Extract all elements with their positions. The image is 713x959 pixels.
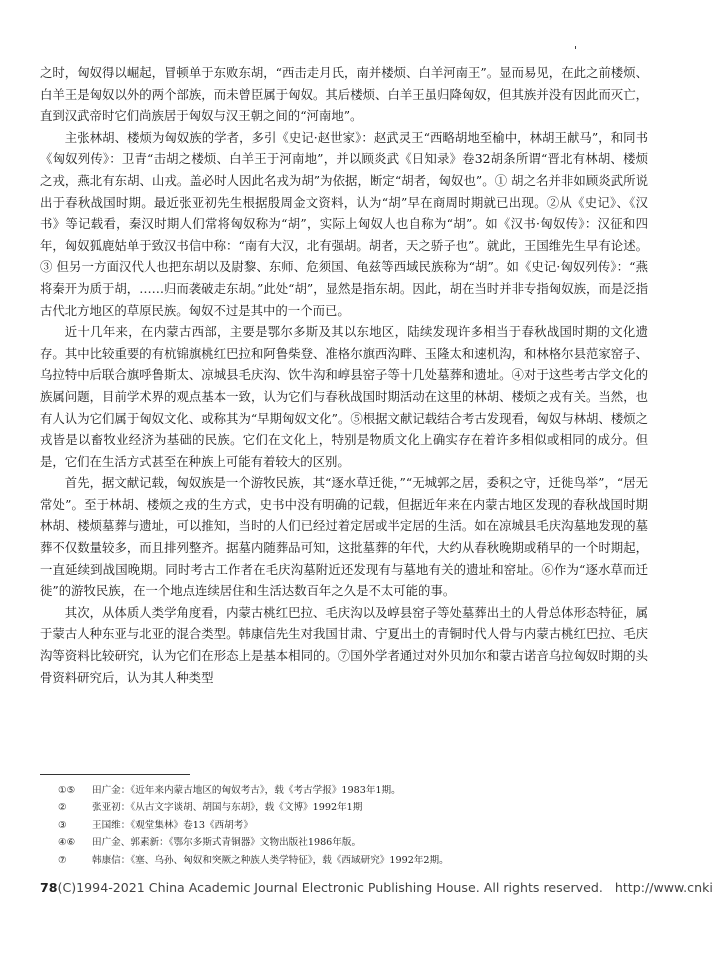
page-number: 78: [40, 880, 58, 895]
footnote-mark: ①⑤: [58, 785, 76, 796]
page-footer: [40, 880, 713, 895]
paragraph: 之时，匈奴得以崛起，冒顿单于东败东胡，“西击走月氏，南并楼烦、白羊河南王”。显而易见，在此之前楼烦、白羊王是匈奴以外的两个部族，而未曾臣属于匈奴。其后楼烦、白羊王虽归降匈奴，但其族并没有因此而灭亡，直到汉武帝时它们尚族居于匈奴与汉王朝之间的“河南地”。: [40, 65, 648, 124]
footnote: [58, 782, 648, 799]
footnote-text: 田广金：《近年来内蒙古地区的匈奴考古》，载《考古学报》1983年1期。: [92, 785, 401, 796]
footnote-text: 张亚初：《从古文字谈胡、胡国与东胡》，载《文博》1992年1期: [92, 802, 363, 814]
footnote: [58, 817, 648, 834]
footnotes: [58, 782, 648, 869]
footnote-text: 田广金、郭素新：《鄂尔多斯式青铜器》文物出版社1986年版。: [92, 837, 362, 849]
copyright-notice: (C)1994-2021 China Academic Journal Electronic Publishing House. All rights reserved.: [57, 880, 603, 895]
footnote-mark: ②: [58, 802, 67, 814]
footnote: [58, 799, 648, 816]
body-text: [40, 62, 648, 688]
paragraph: 其次，从体质人类学角度看，内蒙古桃红巴拉、毛庆沟以及崞县窑子等处墓葬出土的人骨总体形态特征，属于蒙古人种东亚与北亚的混合类型。韩康信先生对我国甘肃、宁夏出土的青铜时代人骨与内蒙古桃红巴拉、毛庆沟等资料比较研究，认为它们在形态上是基本相同的。⑦国外学者通过对外贝加尔和蒙古诺音乌拉匈奴时期的头骨资料研究后，认为其人种类型: [40, 604, 648, 685]
footer-url[interactable]: http://www.cnki: [614, 880, 713, 895]
paragraph: 近十几年来，在内蒙古西部，主要是鄂尔多斯及其以东地区，陆续发现许多相当于春秋战国时期的文化遗存。其中比较重要的有杭锦旗桃红巴拉和阿鲁柴登、准格尔旗西沟畔、玉隆太和速机沟，和林格尔县范家窑子、乌拉特中后联合旗呼鲁斯太、凉城县毛庆沟、饮牛沟和崞县窑子等十几处墓葬和遗址。④对于这些考古学文化的族属问题，目前学术界的观点基本一致，认为它们与春秋战国时期活动在这里的林胡、楼烦之戎有关。当然，也有人认为它们属于匈奴文化、或称其为“早期匈奴文化”。⑤根据文献记载结合考古发现看，匈奴与林胡、楼烦之戎皆是以畜牧业经济为基础的民族。它们在文化上，特别是物质文化上确实存在着许多相似或相同的成分。但是，它们在生活方式甚至在种族上可能有着较大的区别。: [40, 324, 648, 469]
paragraph: 主张林胡、楼烦为匈奴族的学者，多引《史记·赵世家》：赵武灵王“西略胡地至榆中，林胡王献马”，和同书《匈奴列传》：卫青“击胡之楼烦、白羊王于河南地”，并以顾炎武《日知录》卷32胡条所谓“晋北有林胡、楼烦之戎，燕北有东胡、山戎。盖必时人因此名戎为胡”为依据，断定“胡者，匈奴也”。① 胡之名并非如顾炎武所说出于春秋战国时期。最近张亚初先生根据殷周金文资料，认为“胡”早在商周时期就已出现。②从《史记》、《汉书》等记载看，秦汉时期人们常将匈奴称为“胡”，实际上匈奴人也自称为“胡”。如《汉书·匈奴传》：汉征和四年，匈奴狐鹿姑单于致汉书信中称：“南有大汉，北有强胡。胡者，天之骄子也”。就此，王国维先生早有论述。③ 但另一方面汉代人也把东胡以及尉黎、东师、危须国、龟兹等西域民族称为“胡”。如《史记·匈奴列传》：“燕将秦开为质于胡，……归而袭破走东胡。”此处“胡”，显然是指东胡。因此，胡在当时并非专指匈奴族，而是泛指古代北方地区的草原民族。匈奴不过是其中的一个而已。: [40, 129, 648, 318]
paragraph: 首先，据文献记载，匈奴族是一个游牧民族，其“逐水草迁徙，”“无城郭之居，委积之守，迁徙鸟举”，“居无常处”。至于林胡、楼烦之戎的生方式，史书中没有明确的记载，但据近年来在内蒙古地区发现的春秋战国时期林胡、楼烦墓葬与遗址，可以推知，当时的人们已经过着定居或半定居的生活。如在凉城县毛庆沟墓地发现的墓葬不仅数量较多，而且排列整齐。据墓内随葬品可知，这批墓葬的年代，大约从春秋晚期或稍早的一个时期起，一直延续到战国晚期。同时考古工作者在毛庆沟墓附近还发现有与墓地有关的遗址和窑址。⑥作为“逐水草而迁徙”的游牧民族，在一个地点连续居住和生活达数百年之久是不太可能的事。: [40, 475, 648, 599]
corner-mark: ': [574, 44, 578, 57]
footnote-text: 韩康信：《塞、乌孙、匈奴和突厥之种族人类学特征》，载《西域研究》1992年2期。: [92, 854, 449, 866]
footnote-mark: ④⑥: [58, 837, 76, 849]
footnote-mark: ⑦: [58, 854, 67, 866]
footnote: [58, 834, 648, 851]
footnote: [58, 852, 648, 869]
footnote-mark: ③: [58, 819, 67, 831]
footnote-divider: [40, 774, 190, 775]
footnote-text: 王国维：《观堂集林》卷13《西胡考》: [92, 819, 253, 831]
